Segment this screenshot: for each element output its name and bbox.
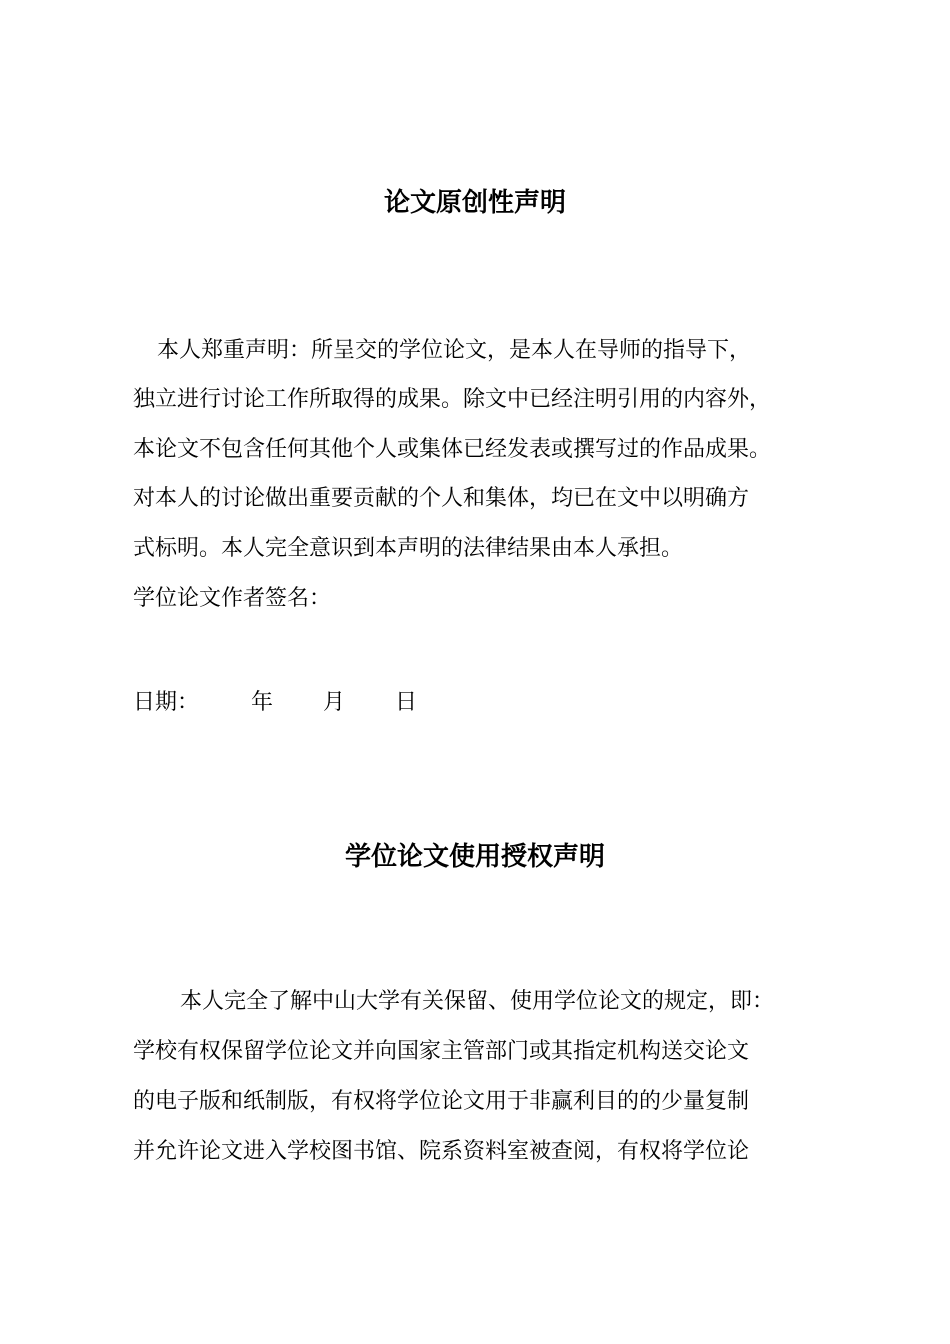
- originality-line-2: 独立进行讨论工作所取得的成果。除文中已经注明引用的内容外，: [133, 387, 772, 412]
- authorization-title: 学位论文使用授权声明: [344, 842, 605, 872]
- originality-line-3: 本论文不包含任何其他个人或集体已经发表或撰写过的作品成果。: [133, 437, 772, 462]
- day-label: 日: [395, 690, 418, 715]
- year-label: 年: [251, 690, 274, 715]
- date-label: 日期：: [133, 690, 200, 715]
- originality-line-5: 式标明。本人完全意识到本声明的法律结果由本人承担。: [133, 536, 684, 561]
- authorization-line-1: 本人完全了解中山大学有关保留、使用学位论文的规定，即：: [180, 989, 775, 1014]
- originality-title: 论文原创性声明: [383, 188, 566, 218]
- month-label: 月: [323, 690, 346, 715]
- authorization-line-3: 的电子版和纸制版，有权将学位论文用于非赢利目的的少量复制: [133, 1089, 750, 1114]
- authorization-line-4: 并允许论文进入学校图书馆、院系资料室被查阅，有权将学位论: [133, 1139, 750, 1164]
- authorization-line-2: 学校有权保留学位论文并向国家主管部门或其指定机构送交论文: [133, 1039, 750, 1064]
- date-line: [133, 688, 417, 718]
- signature-label: 学位论文作者签名：: [133, 586, 332, 611]
- originality-line-1: 本人郑重声明：所呈交的学位论文，是本人在导师的指导下，: [157, 338, 752, 363]
- originality-line-4: 对本人的讨论做出重要贡献的个人和集体，均已在文中以明确方: [133, 486, 750, 511]
